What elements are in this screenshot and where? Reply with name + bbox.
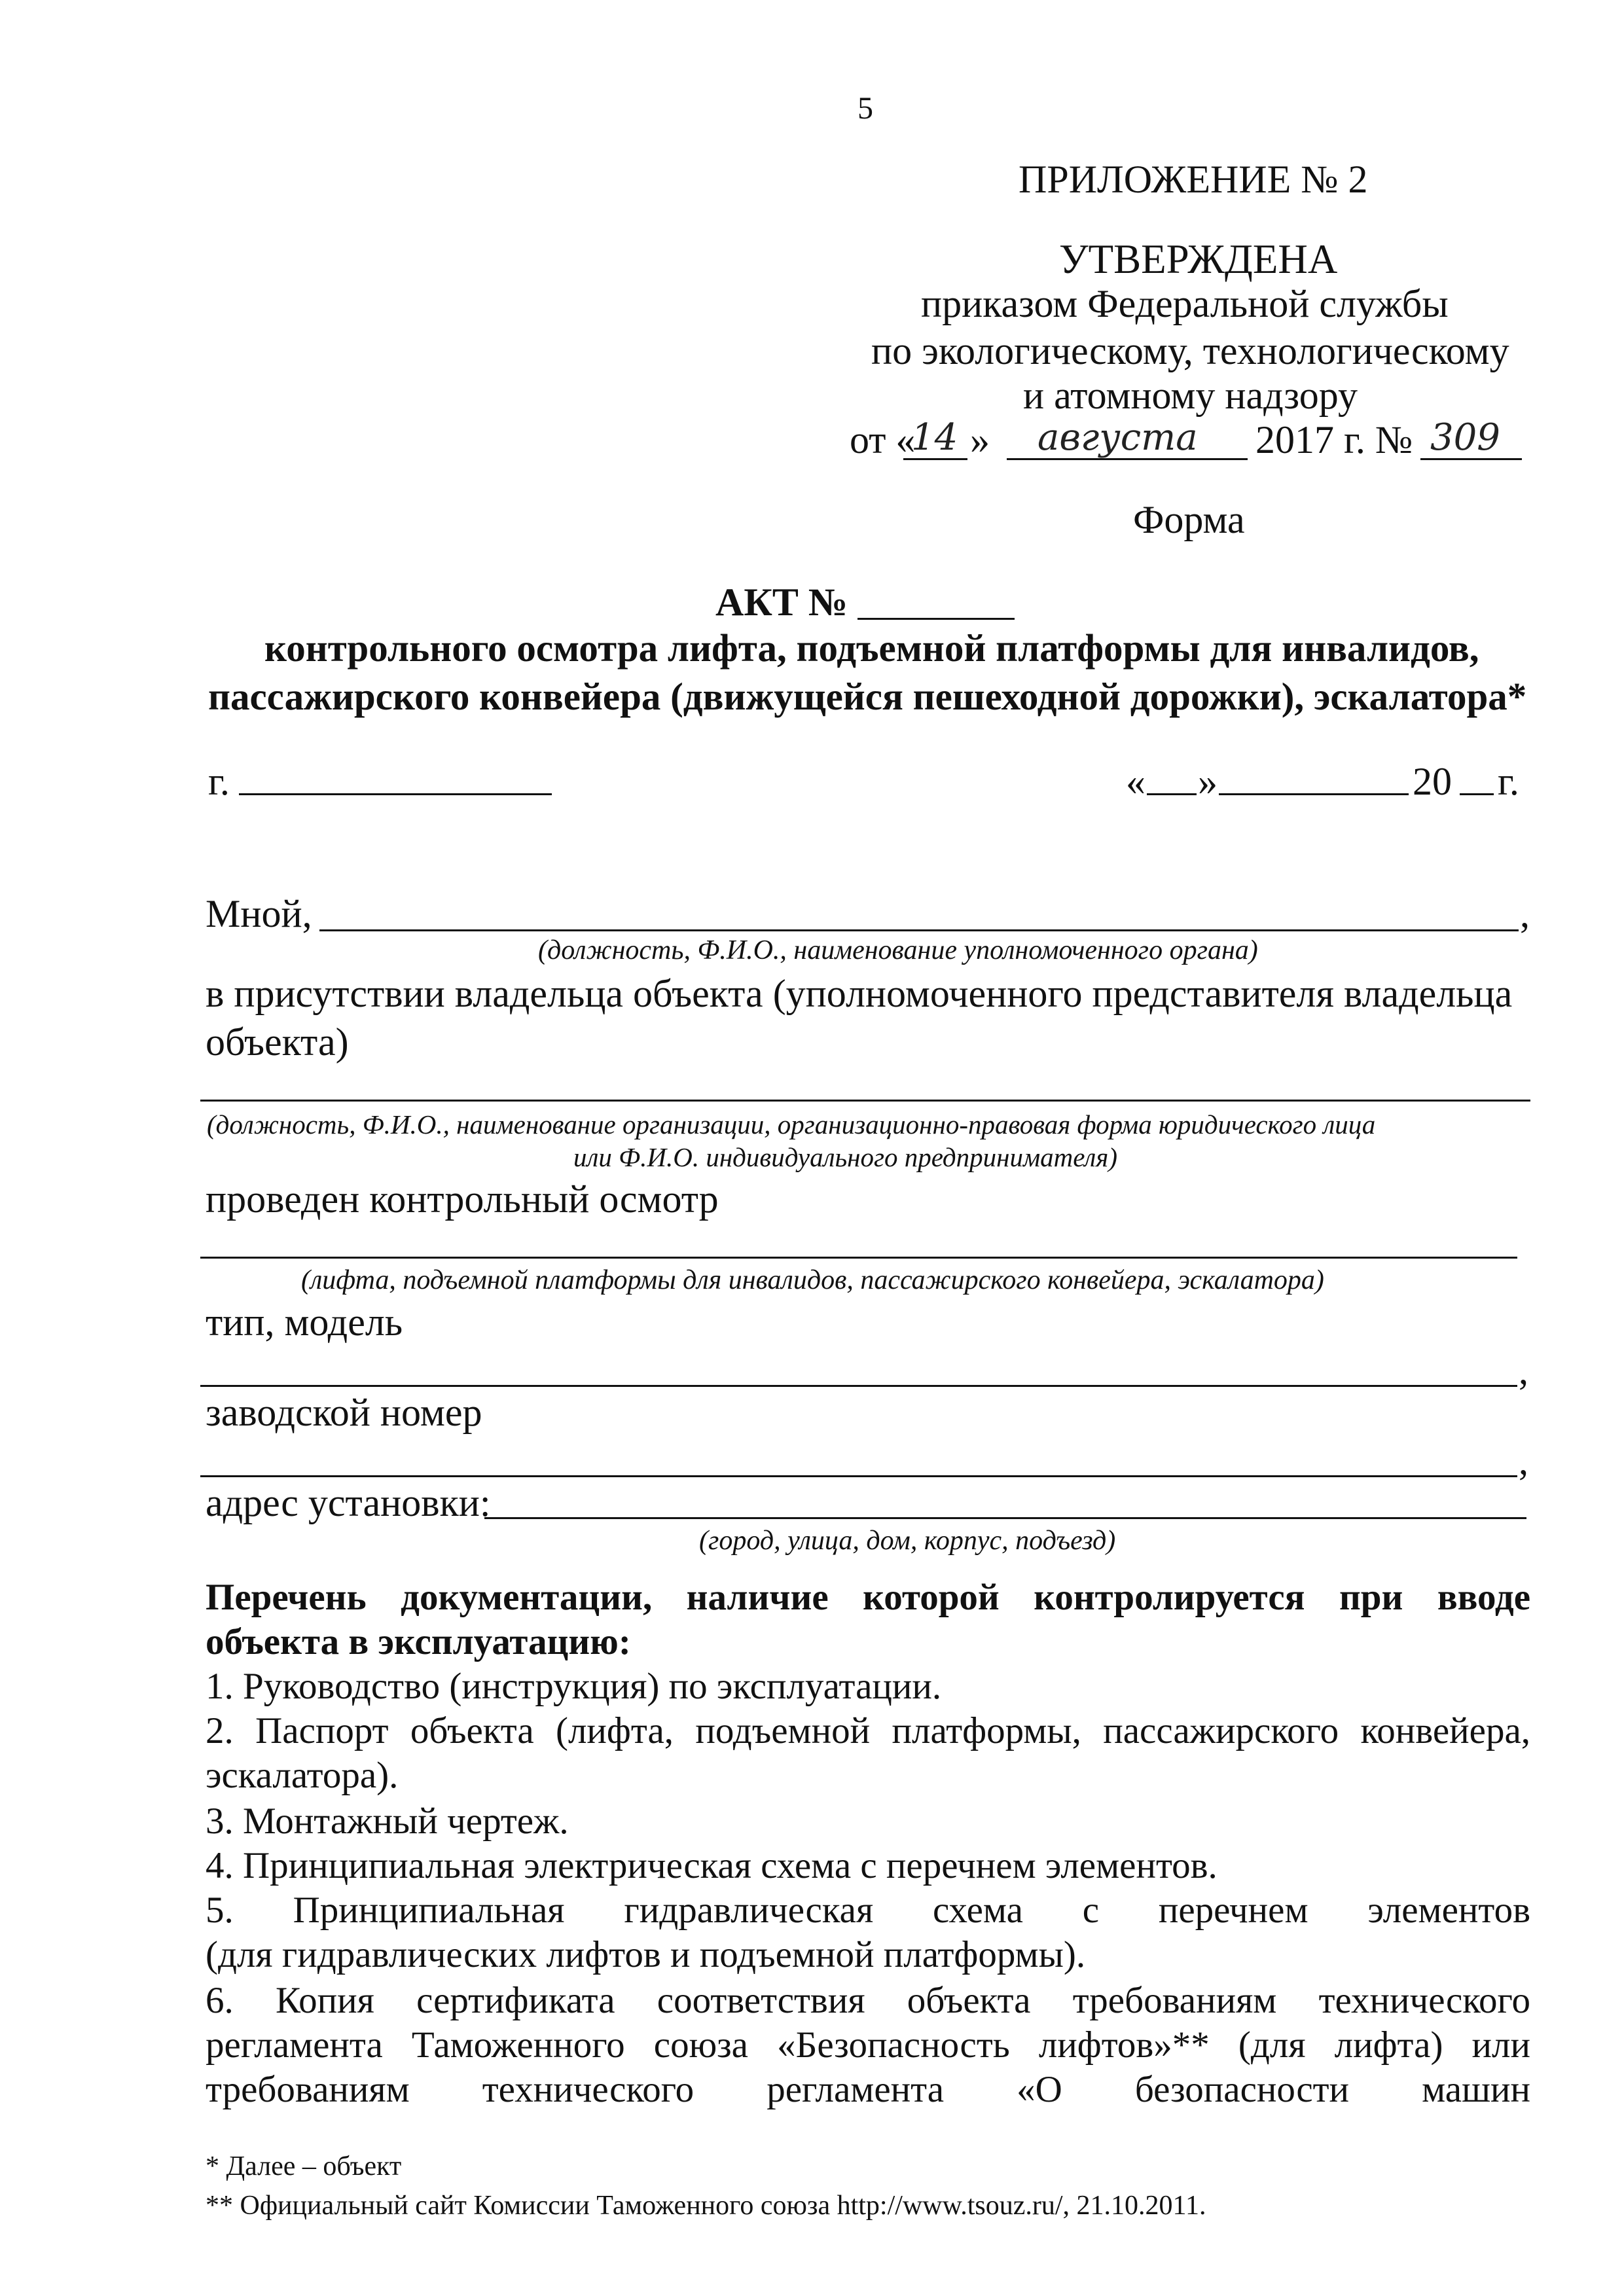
year-prefix: 20 — [1413, 760, 1452, 803]
documentation-heading-line-2: объекта в эксплуатацию: — [206, 1621, 631, 1662]
by-me-label: Мной, — [206, 892, 312, 935]
doc-item-2-line-2: эскалатора). — [206, 1755, 399, 1796]
owner-caption-line-1: (должность, Ф.И.О., наименование организации, организационно-правовая форма юридического лица — [207, 1109, 1376, 1139]
city-prefix: г. — [208, 760, 230, 803]
serial-underline — [200, 1475, 1517, 1477]
inspection-label: проведен контрольный осмотр — [206, 1177, 719, 1221]
by-me-underline — [319, 929, 1519, 931]
by-me-comma: , — [1520, 892, 1530, 935]
doc-item-6-line-2: регламента Таможенного союза «Безопасность лифтов»** (для лифта) или — [206, 2024, 1530, 2066]
date-day-underline — [903, 458, 967, 460]
title-line-2: пассажирского конвейера (движущейся пешеходной дорожки), эскалатора* — [208, 675, 1527, 718]
presence-line-2: объекта) — [206, 1020, 349, 1064]
order-line-1: приказом Федеральной службы — [921, 282, 1449, 325]
address-label: адрес установки: — [206, 1481, 491, 1524]
doc-item-1: 1. Руководство (инструкция) по эксплуатации. — [206, 1666, 942, 1707]
title-line-1: контрольного осмотра лифта, подъемной платформы для инвалидов, — [264, 626, 1479, 670]
presence-line-1: в присутствии владельца объекта (уполномоченного представителя владельца — [206, 972, 1513, 1015]
page-number: 5 — [857, 91, 873, 126]
object-caption: (лифта, подъемной платформы для инвалидов, пассажирского конвейера, эскалатора) — [301, 1265, 1324, 1295]
doc-item-6-line-3: требованиям технического регламента «О безопасности машин — [206, 2069, 1530, 2110]
city-underline — [239, 793, 552, 795]
date-year: 2017 г. № — [1255, 418, 1413, 461]
date-month-underline — [1007, 458, 1248, 460]
type-underline — [200, 1385, 1517, 1387]
owner-caption-line-2: или Ф.И.О. индивидуального предпринимателя) — [573, 1142, 1118, 1172]
type-comma: , — [1519, 1349, 1528, 1392]
order-line-3: и атомному надзору — [1023, 374, 1358, 417]
footnote-1: * Далее – объект — [206, 2151, 402, 2181]
approved-label: УТВЕРЖДЕНА — [1059, 236, 1338, 282]
date-prefix: от « — [850, 418, 916, 461]
object-underline — [200, 1257, 1517, 1259]
date-month-handwritten: августа — [1038, 416, 1198, 459]
by-me-caption: (должность, Ф.И.О., наименование уполномоченного органа) — [538, 935, 1258, 965]
form-label: Форма — [1133, 498, 1245, 541]
day-underline — [1147, 793, 1197, 795]
doc-item-6-line-1: 6. Копия сертификата соответствия объекта требованиям технического — [206, 1980, 1530, 2021]
date-mid: » — [970, 418, 990, 461]
act-number-label: АКТ № — [715, 581, 848, 624]
type-label: тип, модель — [206, 1300, 403, 1344]
date-close-quote: » — [1198, 760, 1218, 803]
doc-item-3: 3. Монтажный чертеж. — [206, 1801, 569, 1842]
year-suffix: г. — [1498, 760, 1519, 803]
order-number-underline — [1420, 458, 1522, 460]
doc-item-2-line-1: 2. Паспорт объекта (лифта, подъемной платформы, пассажирского конвейера, — [206, 1710, 1530, 1751]
address-caption: (город, улица, дом, корпус, подъезд) — [699, 1526, 1116, 1556]
date-open-quote: « — [1126, 760, 1146, 803]
appendix-label: ПРИЛОЖЕНИЕ № 2 — [1019, 158, 1368, 201]
month-underline — [1219, 793, 1409, 795]
doc-item-4: 4. Принципиальная электрическая схема с перечнем элементов. — [206, 1845, 1218, 1886]
year-underline — [1460, 793, 1494, 795]
order-line-2: по экологическому, технологическому — [871, 329, 1509, 372]
owner-underline — [200, 1100, 1530, 1102]
act-number-underline — [857, 618, 1015, 620]
order-number-handwritten: 309 — [1430, 416, 1500, 459]
doc-item-5-line-2: (для гидравлических лифтов и подъемной платформы). — [206, 1934, 1086, 1975]
doc-item-5-line-1: 5. Принципиальная гидравлическая схема с перечнем элементов — [206, 1890, 1530, 1931]
address-underline — [484, 1517, 1526, 1519]
date-day-handwritten: 14 — [911, 416, 958, 459]
serial-label: заводской номер — [206, 1391, 482, 1434]
serial-comma: , — [1519, 1439, 1528, 1482]
documentation-heading-line-1: Перечень документации, наличие которой контролируется при вводе — [206, 1577, 1530, 1618]
footnote-2: ** Официальный сайт Комиссии Таможенного союза http://www.tsouz.ru/, 21.10.2011. — [206, 2191, 1206, 2221]
